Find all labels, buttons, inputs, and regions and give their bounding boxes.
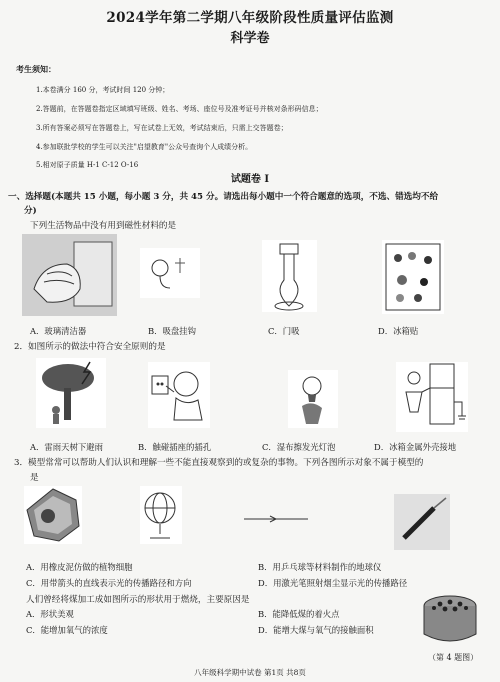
q3-option-d: D．用激光笔照射烟尘显示光的传播路径	[258, 578, 408, 588]
q3-option-b: B．用乒乓球等材料制作的地球仪	[258, 562, 382, 572]
fridge-magnet-image	[382, 240, 444, 314]
page-subtitle: 科学卷	[230, 31, 270, 46]
q4-option-a: A．形状美观	[26, 609, 74, 619]
q2-option-c: C．湿布擦发光灯泡	[262, 442, 336, 452]
question-4-stem: 人们曾经将煤加工成如图所示的形状用于燃烧，主要原因是	[26, 595, 250, 605]
globe-model-image	[140, 486, 182, 544]
laser-pointer-image	[394, 494, 450, 550]
q1-option-c: C．门吸	[268, 326, 300, 336]
page-footer: 八年级科学期中试卷 第1页 共8页	[194, 668, 306, 677]
glass-cleaner-image	[22, 234, 117, 316]
honeycomb-briquette-image	[420, 592, 480, 648]
note-item: 2.答题前，在答题卷指定区域填写班级、姓名、考场、座位号及准考证号并核对条形码信息；	[36, 105, 323, 113]
plant-cell-model-image	[24, 486, 82, 544]
question-3-stem-cont: 是	[30, 473, 39, 483]
q1-option-b: B．吸盘挂钩	[148, 326, 197, 336]
note-item: 3.所有答案必须写在答题卷上，写在试卷上无效，考试结束后，只需上交答题卷；	[36, 124, 288, 132]
figure-4-caption: （第 4 题图）	[428, 653, 479, 662]
question-2-stem: 2．如图所示的做法中符合安全原则的是	[14, 342, 166, 352]
wet-cloth-bulb-image	[288, 370, 338, 428]
section-intro: 一、选择题(本题共 15 小题，每小题 3 分，共 45 分。请选出每小题中一个符合题意的选项，不选、错选均不给	[8, 192, 439, 202]
page-title: 2024学年第二学期八年级阶段性质量评估监测	[106, 10, 394, 26]
q2-option-d: D．冰箱金属外壳接地	[374, 442, 457, 452]
q4-option-d: D．能增大煤与氧气的接触面积	[258, 625, 374, 635]
fridge-grounding-image	[396, 362, 468, 432]
section-intro-cont: 分)	[24, 206, 37, 216]
question-3-stem: 3．模型常常可以帮助人们认识和理解一些不能直接观察到的或复杂的事物。下列各图所示对象不属于模型的	[14, 458, 424, 468]
light-ray-arrow-image	[242, 515, 312, 523]
q3-option-a: A．用橡皮泥仿做的植物细胞	[26, 562, 133, 572]
note-item: 1.本卷满分 160 分，考试时间 120 分钟；	[36, 86, 170, 94]
suction-hook-image	[140, 248, 200, 298]
section-title: 试题卷 I	[230, 174, 270, 185]
q4-option-b: B．能降低煤的着火点	[258, 609, 340, 619]
door-stopper-image	[262, 240, 317, 312]
q4-option-c: C．能增加氧气的浓度	[26, 625, 108, 635]
note-item: 4.参加联批学校的学生可以关注"启望教育"公众号查询个人成绩分析。	[36, 143, 253, 151]
tree-lightning-image	[36, 358, 106, 428]
q1-option-a: A．玻璃清洁器	[30, 326, 87, 336]
q2-option-b: B．触碰插座的插孔	[138, 442, 212, 452]
q3-option-c: C．用带箭头的直线表示光的传播路径和方向	[26, 578, 192, 588]
q2-option-a: A．雷雨天树下避雨	[30, 442, 104, 452]
child-socket-image	[148, 362, 210, 428]
question-1-stem: 下列生活物品中没有用到磁性材料的是	[30, 221, 177, 231]
notes-heading: 考生须知：	[16, 64, 56, 74]
note-item: 5.相对原子质量 H-1 C-12 O-16	[36, 161, 139, 169]
q1-option-d: D．冰箱贴	[378, 326, 419, 336]
